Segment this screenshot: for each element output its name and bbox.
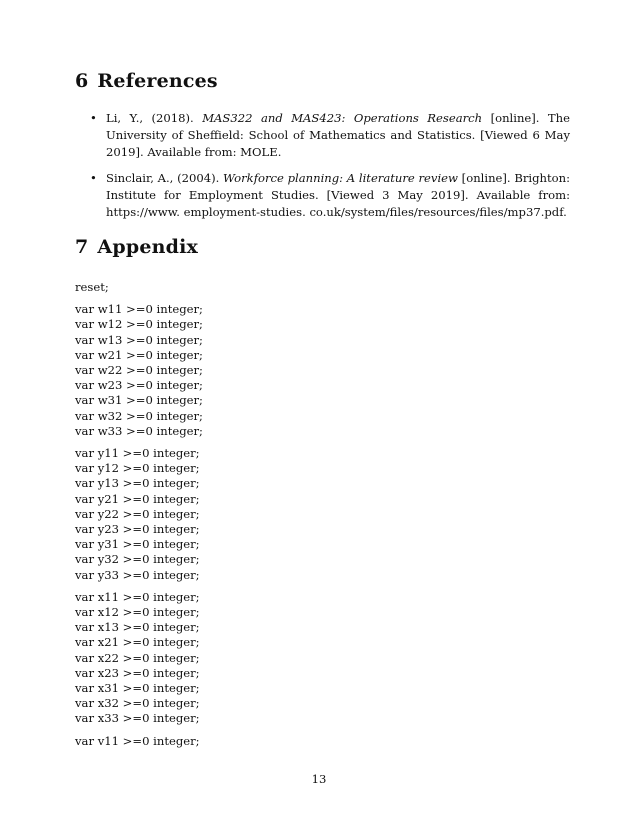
code-line: var w31 >=0 integer; — [75, 393, 203, 408]
code-line: var y12 >=0 integer; — [75, 461, 200, 476]
bullet-icon: • — [90, 111, 97, 125]
section-title: References — [97, 70, 218, 92]
section-title: Appendix — [97, 236, 199, 258]
code-line: var w22 >=0 integer; — [75, 363, 203, 378]
code-line: var y23 >=0 integer; — [75, 522, 200, 537]
references-list — [90, 110, 570, 230]
code-line: var x32 >=0 integer; — [75, 696, 200, 711]
code-line: var w32 >=0 integer; — [75, 408, 203, 423]
code-line: var w12 >=0 integer; — [75, 317, 203, 332]
code-line: var y22 >=0 integer; — [75, 506, 200, 521]
code-line: var w11 >=0 integer; — [75, 302, 203, 317]
code-line: var x33 >=0 integer; — [75, 711, 200, 726]
code-line: var y21 >=0 integer; — [75, 491, 200, 506]
code-line: var x23 >=0 integer; — [75, 665, 200, 680]
code-line: var x31 >=0 integer; — [75, 681, 200, 696]
reference-title: Workforce planning: A literature review — [223, 171, 458, 185]
code-line: var y33 >=0 integer; — [75, 567, 200, 582]
appendix-code — [75, 280, 203, 749]
reference-details: [online]. Brighton: Institute for Employment Studies. [Viewed 3 May 2019]. Available from: https://www. employment-studies. co.uk/system/files/resources/files/mp37.pdf. — [106, 171, 570, 219]
code-line: var x11 >=0 integer; — [75, 589, 200, 604]
reference-details: [online]. The University of Sheffield: School of Mathematics and Statistics. [Viewed 6 May 2019]. Available from: MOLE. — [106, 111, 570, 159]
code-line: var w13 >=0 integer; — [75, 332, 203, 347]
code-line: var x12 >=0 integer; — [75, 605, 200, 620]
reference-item — [90, 110, 570, 161]
section-number: 7 — [75, 236, 89, 258]
reference-item — [90, 170, 570, 221]
appendix-heading — [75, 236, 198, 258]
reference-authors: Sinclair, A., (2004). — [106, 171, 224, 185]
code-line: var y11 >=0 integer; — [75, 446, 200, 461]
section-number: 6 — [75, 70, 89, 92]
references-heading — [75, 70, 218, 92]
reference-authors: Li, Y., (2018). — [106, 111, 203, 125]
code-line: var v11 >=0 integer; — [75, 733, 200, 748]
code-line: var w33 >=0 integer; — [75, 423, 203, 438]
code-line: var x13 >=0 integer; — [75, 620, 200, 635]
code-line-reset: reset; — [75, 280, 109, 294]
code-line: var y31 >=0 integer; — [75, 537, 200, 552]
code-line: var w23 >=0 integer; — [75, 378, 203, 393]
code-line: var x21 >=0 integer; — [75, 635, 200, 650]
code-block-w — [75, 302, 203, 439]
code-line: var y13 >=0 integer; — [75, 476, 200, 491]
code-block-v — [75, 734, 203, 749]
code-line: var x22 >=0 integer; — [75, 650, 200, 665]
code-line: var y32 >=0 integer; — [75, 552, 200, 567]
code-line: var w21 >=0 integer; — [75, 347, 203, 362]
reference-title: MAS322 and MAS423: Operations Research — [202, 111, 483, 125]
code-block-x — [75, 590, 203, 727]
page-number: 13 — [311, 772, 327, 786]
bullet-icon: • — [90, 171, 97, 185]
code-block-y — [75, 446, 203, 583]
